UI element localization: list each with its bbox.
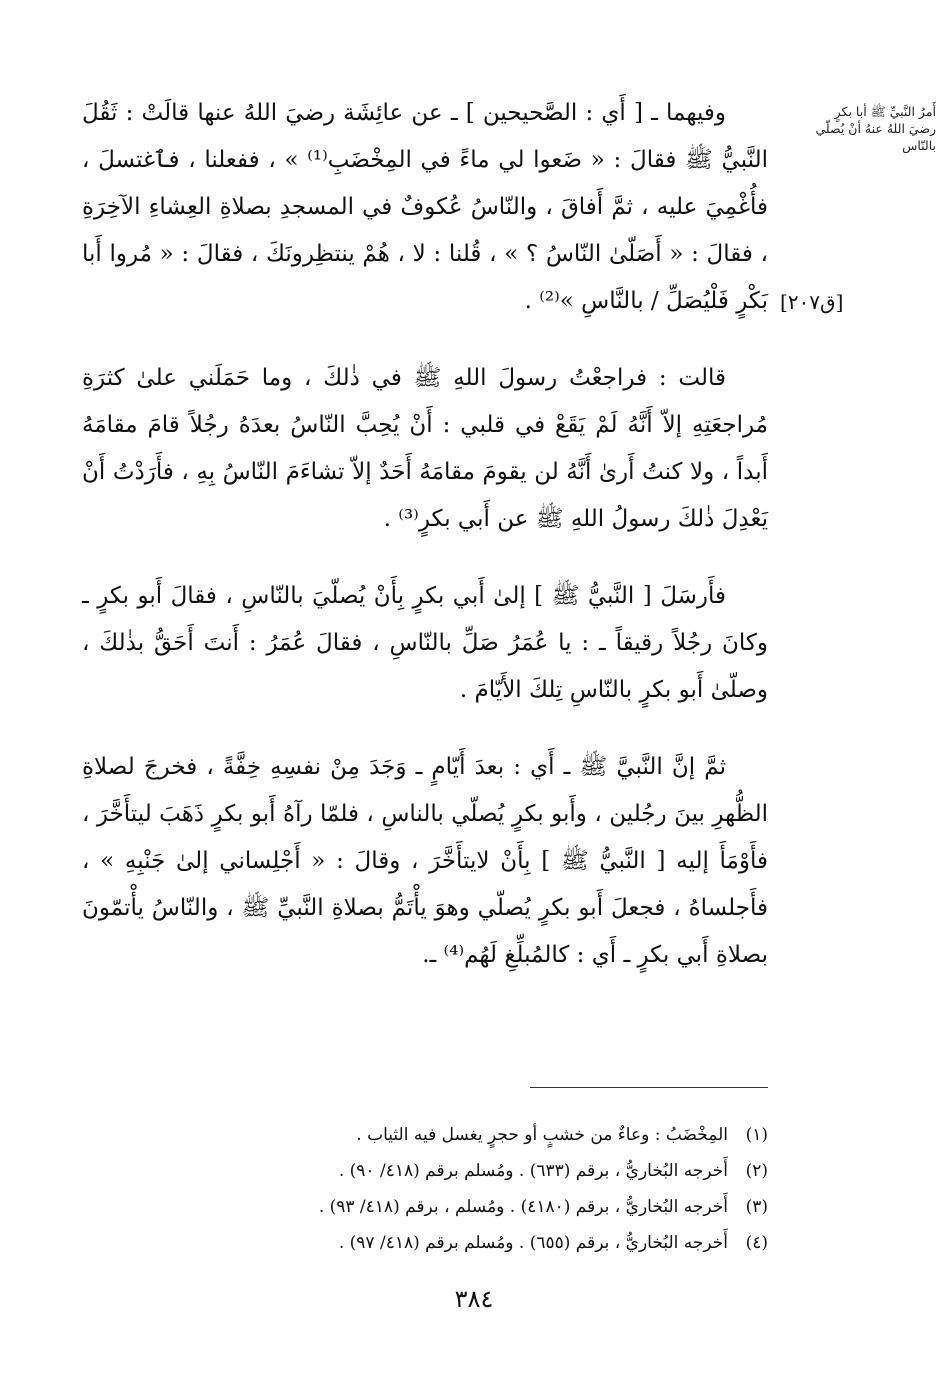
footnote (82, 1225, 768, 1261)
paragraph: ثمَّ إنَّ النَّبيَّ ﷺ ـ أَي : بعدَ أَيّامٍ ـ وَجَدَ مِنْ نفسِهِ خِفَّةً ، فخرجَ لصلاةِ الظُّهرِ بينَ رجُلين ، وأَبو بكرٍ يُصلّي بالناسِ ، فلمّا رآهُ أَبو بكرٍ ذَهَبَ ليتأَخَّرَ ، فأَوْمَأَ إليه [ النَّبيُّ ﷺ ] بِأَنْ لايتأَخَّرَ ، وقالَ : « أَجْلِساني إلىٰ جَنْبِهِ » ، فأَجلساهُ ، فجعلَ أَبو بكرٍ يُصلّي وهوَ يأْتَمُّ بصلاةِ النَّبيِّ ﷺ ، والنّاسُ يأْتمّونَ بصلاةِ أَبي بكرٍ ـ أَي : كالمُبلِّغِ لَهُم⁽⁴⁾ ـ. (82, 754, 768, 968)
footnote (82, 1117, 768, 1153)
footnote-text: أَخرجه البُخاريُّ ، برقم (٦٥٥) . ومُسلم برقم (٤١٨/ ٩٧) . (338, 1233, 728, 1253)
footnote-number: (١) (745, 1125, 768, 1145)
paragraph: فأَرسَلَ [ النَّبيُّ ﷺ ] إلىٰ أَبي بكرٍ بِأَنْ يُصلّيَ بالنّاسِ ، فقالَ أَبو بكرٍ ـ وكانَ رجُلاً رقيقاً ـ : يا عُمَرُ صَلِّ بالنّاسِ ، فقالَ عُمَرُ : أَنتَ أَحَقُّ بذٰلكَ ، وصلّىٰ أَبو بكرٍ بالنّاسِ تِلكَ الأَيّامَ . (82, 583, 768, 703)
manuscript-folio-reference: [ق٢٠٧] (780, 290, 844, 314)
paragraph: وفيهما ـ [ أَي : الصَّحيحين ] ـ عن عائِشَة رضيَ اللهُ عنها قالَتْ : ثَقُلَ النَّبيُّ ﷺ فقالَ : « ضَعوا لي ماءً في المِخْضَبِ⁽¹⁾ » ، ففعلنا ، فٱغتسلَ ، فأُغْمِيَ عليه ، ثمَّ أَفاقَ ، والنّاسُ عُكوفٌ في المسجدِ بصلاةِ العِشاءِ الآخِرَةِ ، فقالَ : « أَصَلّىٰ النّاسُ ؟ » ، قُلنا : لا ، هُمْ ينتظِرونَكَ ، فقالَ : « مُروا أَبا بَكْرٍ فَلْيُصَلِّ / بالنَّاسِ »⁽²⁾ . (82, 100, 768, 314)
footnote-text: أَخرجه البُخاريُّ ، برقم (٦٣٣) . ومُسلم برقم (٤١٨/ ٩٠) . (338, 1161, 728, 1181)
main-text (82, 90, 768, 1009)
footnote-separator (530, 1087, 768, 1088)
footnote-text: أَخرجه البُخاريُّ ، برقم (٤١٨٠) . ومُسلم ، برقم (٤١٨/ ٩٣) . (318, 1197, 728, 1217)
footnote-number: (٤) (745, 1233, 768, 1253)
footnote (82, 1153, 768, 1189)
page-number: ٣٨٤ (454, 1285, 494, 1313)
footnote-number: (٣) (745, 1197, 768, 1217)
margin-heading: أَمرُ النَّبيِّ ﷺ أبا بكرٍ رضيَ اللهُ عنهُ أنْ يُصلّي بالنّاس (815, 104, 936, 153)
footnotes (82, 1117, 768, 1261)
footnote (82, 1189, 768, 1225)
paragraph: قالت : فراجعْتُ رسولَ اللهِ ﷺ في ذٰلكَ ، وما حَمَلَني علىٰ كثرَةِ مُراجعَتِهِ إلاّ أَنَّهُ لَمْ يَقَعْ في قلبي : أَنْ يُحِبَّ النّاسُ بعدَهُ رجُلاً قامَ مقامَهُ أَبداً ، ولا كنتُ أَرىٰ أَنَّهُ لن يقومَ مقامَهُ أَحَدٌ إلاّ تشاءَمَ النّاسُ بِهِ ، فأَرَدْتُ أَنْ يَعْدِلَ ذٰلكَ رسولُ اللهِ ﷺ عن أَبي بكرٍ⁽³⁾ . (82, 365, 768, 532)
footnote-text: المِخْضَبُ : وعاءٌ من خشبٍ أو حجرٍ يغسل فيه الثياب . (356, 1125, 728, 1145)
footnote-number: (٢) (745, 1161, 768, 1181)
